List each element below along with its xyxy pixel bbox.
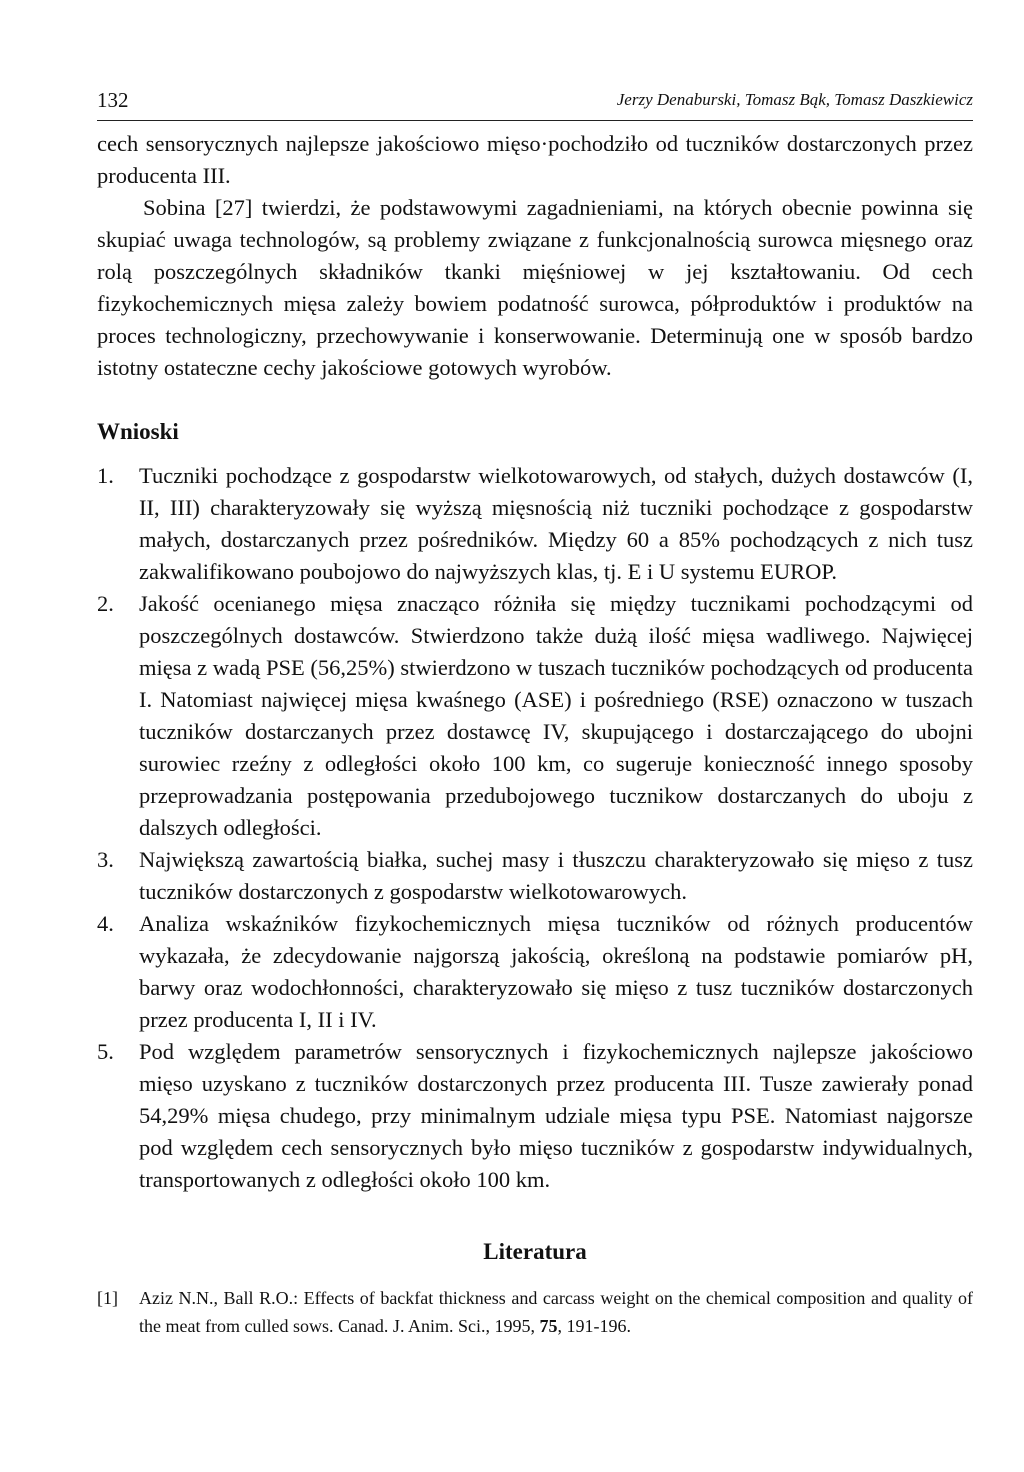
page-body (97, 128, 973, 1340)
conclusion-number: 5. (97, 1039, 114, 1064)
conclusion-number: 1. (97, 463, 114, 488)
conclusion-text: Pod względem parametrów sensorycznych i fizykochemicznych najlepsze jakościowo mięso uzyskano z tuczników dostarczonych przez producenta III. Tusze zawierały ponad 54,29% mięsa chudego, przy minimalnym udziale mięsa typu PSE. Natomiast najgorsze pod względem cech sensorycznych było mięso tuczników z gospodarstw indywidualnych, transportowanych z odległości około 100 km. (139, 1039, 973, 1192)
reference-number: [1] (97, 1288, 118, 1308)
page-number: 132 (97, 88, 129, 112)
reference-volume: 75 (539, 1316, 558, 1336)
conclusion-text: Tuczniki pochodzące z gospodarstw wielkotowarowych, od stałych, dużych dostawców (I, II, III) charakteryzowały się wyższą mięsnością niż tuczniki pochodzące z gospodarstw małych, dostarczanych przez pośredników. Między 60 a 85% pochodzących z nich tusz zakwalifikowano poubojowo do najwyższych klas, tj. E i U systemu EUROP. (139, 463, 973, 584)
reference-item (97, 1284, 973, 1340)
reference-text: Aziz N.N., Ball R.O.: Effects of backfat thickness and carcass weight on the chemical composition and quality of the meat from culled sows. Canad. J. Anim. Sci., 1995, (139, 1288, 973, 1336)
conclusion-item (97, 460, 973, 588)
conclusion-item (97, 1036, 973, 1196)
conclusion-number: 2. (97, 591, 114, 616)
conclusion-text: Analiza wskaźników fizykochemicznych mięsa tuczników od różnych producentów wykazała, że zdecydowanie najgorszą jakością, określoną na podstawie pomiarów pH, barwy oraz wodochłonności, charakteryzowało się mięso z tusz tuczników dostarczonych przez producenta I, II i IV. (139, 911, 973, 1032)
conclusion-item (97, 588, 973, 844)
conclusion-number: 3. (97, 847, 114, 872)
conclusion-item (97, 908, 973, 1036)
conclusions-list (97, 460, 973, 1196)
section-heading-literature: Literatura (483, 1239, 587, 1264)
conclusion-text: Największą zawartością białka, suchej masy i tłuszczu charakteryzowało się mięso z tusz tuczników dostarczonych z gospodarstw wielkotowarowych. (139, 847, 973, 904)
conclusion-number: 4. (97, 911, 114, 936)
conclusion-text: Jakość ocenianego mięsa znacząco różniła się między tucznikami pochodzącymi od poszczególnych dostawców. Stwierdzono także dużą ilość mięsa wadliwego. Najwięcej mięsa z wadą PSE (56,25%) stwierdzono w tuszach tuczników pochodzących od producenta I. Natomiast najwięcej mięsa kwaśnego (ASE) i pośredniego (RSE) oznaczono w tuszach tuczników dostarczanych przez dostawcę IV, skupującego i dostarczającego do ubojni surowiec rzeźny z odległości około 100 km, co sugeruje konieczność innego sposoby przeprowadzania postępowania przedubojowego tucznikow dostarczanych do uboju z dalszych odległości. (139, 591, 973, 840)
reference-pages: , 191-196. (557, 1316, 631, 1336)
paragraph-continued: cech sensorycznych najlepsze jakościowo mięso·pochodziło od tuczników dostarczonych przez producenta III. (97, 131, 973, 188)
paragraph: Sobina [27] twierdzi, że podstawowymi zagadnieniami, na których obecnie powinna się skupiać uwaga technologów, są problemy związane z funkcjonalnością surowca mięsnego oraz rolą poszczególnych składników tkanki mięśniowej w jej kształtowaniu. Od cech fizykochemicznych mięsa zależy bowiem podatność surowca, półproduktów i produktów na proces technologiczny, przechowywanie i konserwowanie. Determinują one w sposób bardzo istotny ostateczne cechy jakościowe gotowych wyrobów. (97, 195, 973, 380)
page-header (97, 84, 973, 121)
section-heading-conclusions: Wnioski (97, 419, 179, 444)
conclusion-item (97, 844, 973, 908)
running-head-authors: Jerzy Denaburski, Tomasz Bąk, Tomasz Daszkiewicz (616, 90, 973, 109)
